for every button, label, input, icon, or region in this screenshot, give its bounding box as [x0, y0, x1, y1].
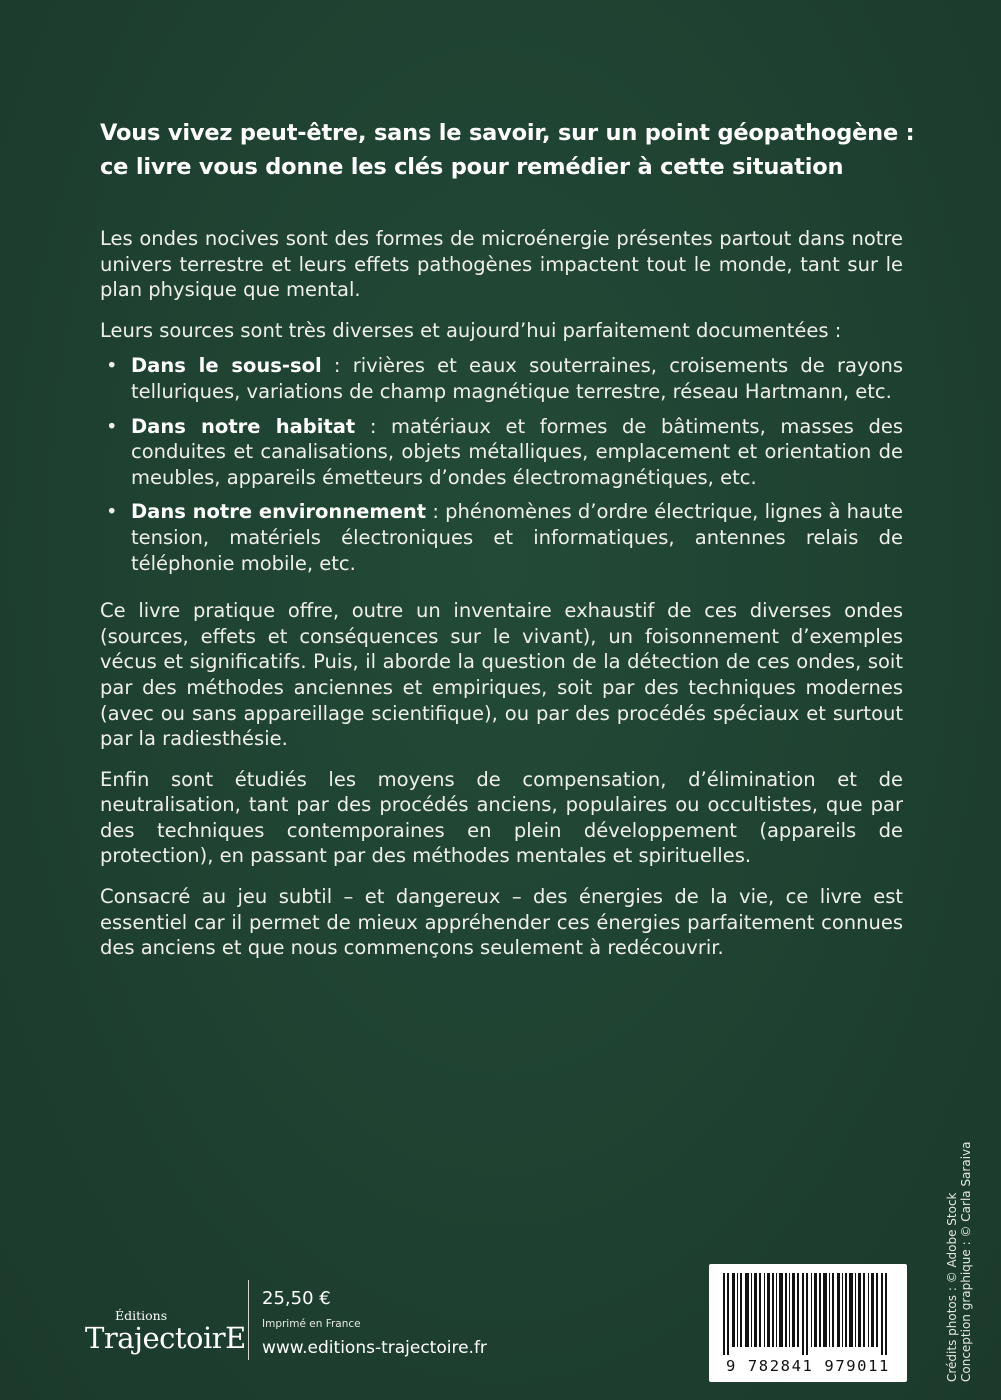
sources-list: [100, 353, 903, 576]
body-paragraph: Enfin sont étudiés les moyens de compensation, d’élimination et de neutralisation, tant par des procédés anciens, populaires ou occultistes, que par des techniques contemporaines en plein développement (appareils de protection), en passant par des méthodes mentales et spirituelles.: [100, 767, 903, 868]
website-link[interactable]: www.editions-trajectoire.fr: [262, 1338, 487, 1358]
isbn-number: 9 782841 979011: [726, 1357, 890, 1375]
printed-in: Imprimé en France: [262, 1318, 361, 1330]
source-text: : phénomènes d’ordre électrique, lignes à haute tension, matériels électroniques et informatiques, antennes relais de téléphonie mobile, etc.: [131, 500, 903, 575]
credits: [945, 1142, 973, 1383]
bullet-icon: •: [106, 500, 118, 524]
credits-design: Conception graphique : © Carla Saraiva: [959, 1141, 973, 1382]
source-title: Dans notre habitat: [131, 414, 356, 438]
body-paragraph: Ce livre pratique offre, outre un inventaire exhaustif de ces diverses ondes (sources, effets et conséquences sur le vivant), un foisonnement d’exemples vécus et significatifs. Puis, il aborde la question de la détection de ces ondes, soit par des méthodes anciennes et empiriques, soit par des techniques modernes (avec ou sans appareillage scientifique), ou par des procédés spéciaux et surtout par la radiesthésie.: [100, 599, 903, 751]
source-title: Dans le sous-sol: [131, 354, 322, 378]
headline-line-1: Vous vivez peut-être, sans le savoir, sur un point géopathogène :: [100, 120, 915, 146]
source-text: : matériaux et formes de bâtiments, masses des conduites et canalisations, objets métalliques, emplacement et orientation de meubles, appareils émetteurs d’ondes électromagnétiques, etc.: [131, 414, 903, 489]
publisher-small-label: Éditions: [115, 1308, 168, 1323]
source-text: : rivières et eaux souterraines, croisements de rayons telluriques, variations de champ magnétique terrestre, réseau Hartmann, etc.: [131, 354, 903, 403]
publisher-brand: TrajectoirE: [85, 1321, 246, 1355]
headline-line-2: ce livre vous donne les clés pour remédier à cette situation: [100, 154, 844, 180]
credits-photos: Crédits photos : © Adobe Stock: [945, 1192, 959, 1382]
barcode-bars: [723, 1273, 893, 1355]
source-item: [100, 499, 903, 576]
barcode: [709, 1264, 907, 1382]
publisher-logo: [85, 1308, 246, 1368]
source-item: [100, 414, 903, 491]
bullet-icon: •: [106, 414, 118, 438]
source-item: [100, 353, 903, 404]
footer-divider: [248, 1280, 249, 1360]
blurb: [100, 226, 903, 976]
price: 25,50 €: [262, 1288, 331, 1309]
body-paragraph: Consacré au jeu subtil – et dangereux – des énergies de la vie, ce livre est essentiel car il permet de mieux appréhender ces énergies parfaitement connues des anciens et que nous commençons seulement à redécouvrir.: [100, 885, 903, 960]
headline: [100, 116, 915, 184]
intro-paragraph: Les ondes nocives sont des formes de microénergie présentes partout dans notre univers terrestre et leurs effets pathogènes impactent tout le monde, tant sur le plan physique que mental.: [100, 227, 903, 302]
bullet-icon: •: [106, 354, 118, 378]
sources-intro: Leurs sources sont très diverses et aujourd’hui parfaitement documentées :: [100, 318, 842, 342]
source-title: Dans notre environnement: [131, 500, 427, 524]
